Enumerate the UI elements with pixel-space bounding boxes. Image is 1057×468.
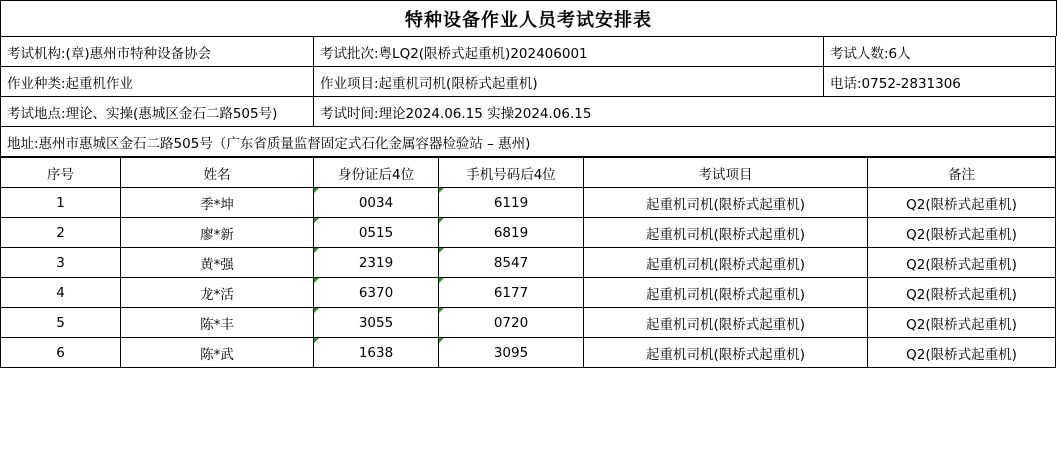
cell-phone-last4: 6819 [439,218,584,248]
cell-id-last4: 2319 [314,248,439,278]
cell-error-marker-icon [314,278,319,283]
cell-exam-item: 起重机司机(限桥式起重机) [584,218,868,248]
cell-name: 廖*新 [121,218,314,248]
table-row [1,308,1056,338]
cell-index: 6 [1,338,121,368]
info-address: 地址:惠州市惠城区金石二路505号（广东省质量监督固定式石化金属容器检验站 – 惠州) [1,127,1056,157]
cell-name: 陈*武 [121,338,314,368]
cell-error-marker-icon [314,188,319,193]
cell-phone-last4: 0720 [439,308,584,338]
table-header-row [1,158,1056,188]
cell-phone-last4: 8547 [439,248,584,278]
cell-id-last4: 0515 [314,218,439,248]
table-row [1,278,1056,308]
cell-exam-item: 起重机司机(限桥式起重机) [584,308,868,338]
cell-remark: Q2(限桥式起重机) [868,218,1056,248]
cell-error-marker-icon [314,338,319,343]
cell-error-marker-icon [439,248,444,253]
cell-id-last4: 0034 [314,188,439,218]
candidates-table [0,157,1056,368]
info-phone: 电话:0752-2831306 [824,67,1056,97]
column-header-exam-item: 考试项目 [584,158,868,188]
cell-exam-item: 起重机司机(限桥式起重机) [584,248,868,278]
cell-phone-last4: 3095 [439,338,584,368]
cell-exam-item: 起重机司机(限桥式起重机) [584,338,868,368]
info-exam-time: 考试时间:理论2024.06.15 实操2024.06.15 [314,97,1056,127]
cell-name: 龙*活 [121,278,314,308]
cell-phone-last4: 6177 [439,278,584,308]
cell-error-marker-icon [314,308,319,313]
info-row-organization [1,37,1056,67]
info-candidate-count: 考试人数:6人 [824,37,1056,67]
cell-name: 陈*丰 [121,308,314,338]
cell-index: 5 [1,308,121,338]
cell-error-marker-icon [439,218,444,223]
info-exam-location: 考试地点:理论、实操(惠城区金石二路505号) [1,97,314,127]
cell-name: 黄*强 [121,248,314,278]
cell-remark: Q2(限桥式起重机) [868,278,1056,308]
cell-remark: Q2(限桥式起重机) [868,308,1056,338]
column-header-phone-last4: 手机号码后4位 [439,158,584,188]
column-header-id-last4: 身份证后4位 [314,158,439,188]
cell-id-last4: 6370 [314,278,439,308]
table-row [1,218,1056,248]
cell-error-marker-icon [439,338,444,343]
header-info-table [0,36,1056,157]
page-title: 特种设备作业人员考试安排表 [405,9,652,31]
cell-phone-last4: 6119 [439,188,584,218]
cell-error-marker-icon [439,188,444,193]
info-row-worktype [1,67,1056,97]
table-row [1,188,1056,218]
cell-error-marker-icon [439,308,444,313]
cell-index: 4 [1,278,121,308]
document-title-row [0,0,1057,36]
cell-index: 3 [1,248,121,278]
info-row-location [1,97,1056,127]
column-header-index: 序号 [1,158,121,188]
table-row [1,338,1056,368]
cell-error-marker-icon [314,248,319,253]
cell-error-marker-icon [314,218,319,223]
column-header-name: 姓名 [121,158,314,188]
cell-exam-item: 起重机司机(限桥式起重机) [584,188,868,218]
cell-exam-item: 起重机司机(限桥式起重机) [584,278,868,308]
info-organization: 考试机构:(章)惠州市特种设备协会 [1,37,314,67]
info-work-category: 作业种类:起重机作业 [1,67,314,97]
cell-index: 1 [1,188,121,218]
cell-error-marker-icon [439,278,444,283]
cell-remark: Q2(限桥式起重机) [868,248,1056,278]
info-row-address [1,127,1056,157]
cell-name: 季*坤 [121,188,314,218]
cell-index: 2 [1,218,121,248]
column-header-remark: 备注 [868,158,1056,188]
cell-id-last4: 3055 [314,308,439,338]
cell-remark: Q2(限桥式起重机) [868,338,1056,368]
cell-remark: Q2(限桥式起重机) [868,188,1056,218]
table-row [1,248,1056,278]
cell-id-last4: 1638 [314,338,439,368]
info-work-item: 作业项目:起重机司机(限桥式起重机) [314,67,824,97]
info-batch: 考试批次:粤LQ2(限桥式起重机)202406001 [314,37,824,67]
